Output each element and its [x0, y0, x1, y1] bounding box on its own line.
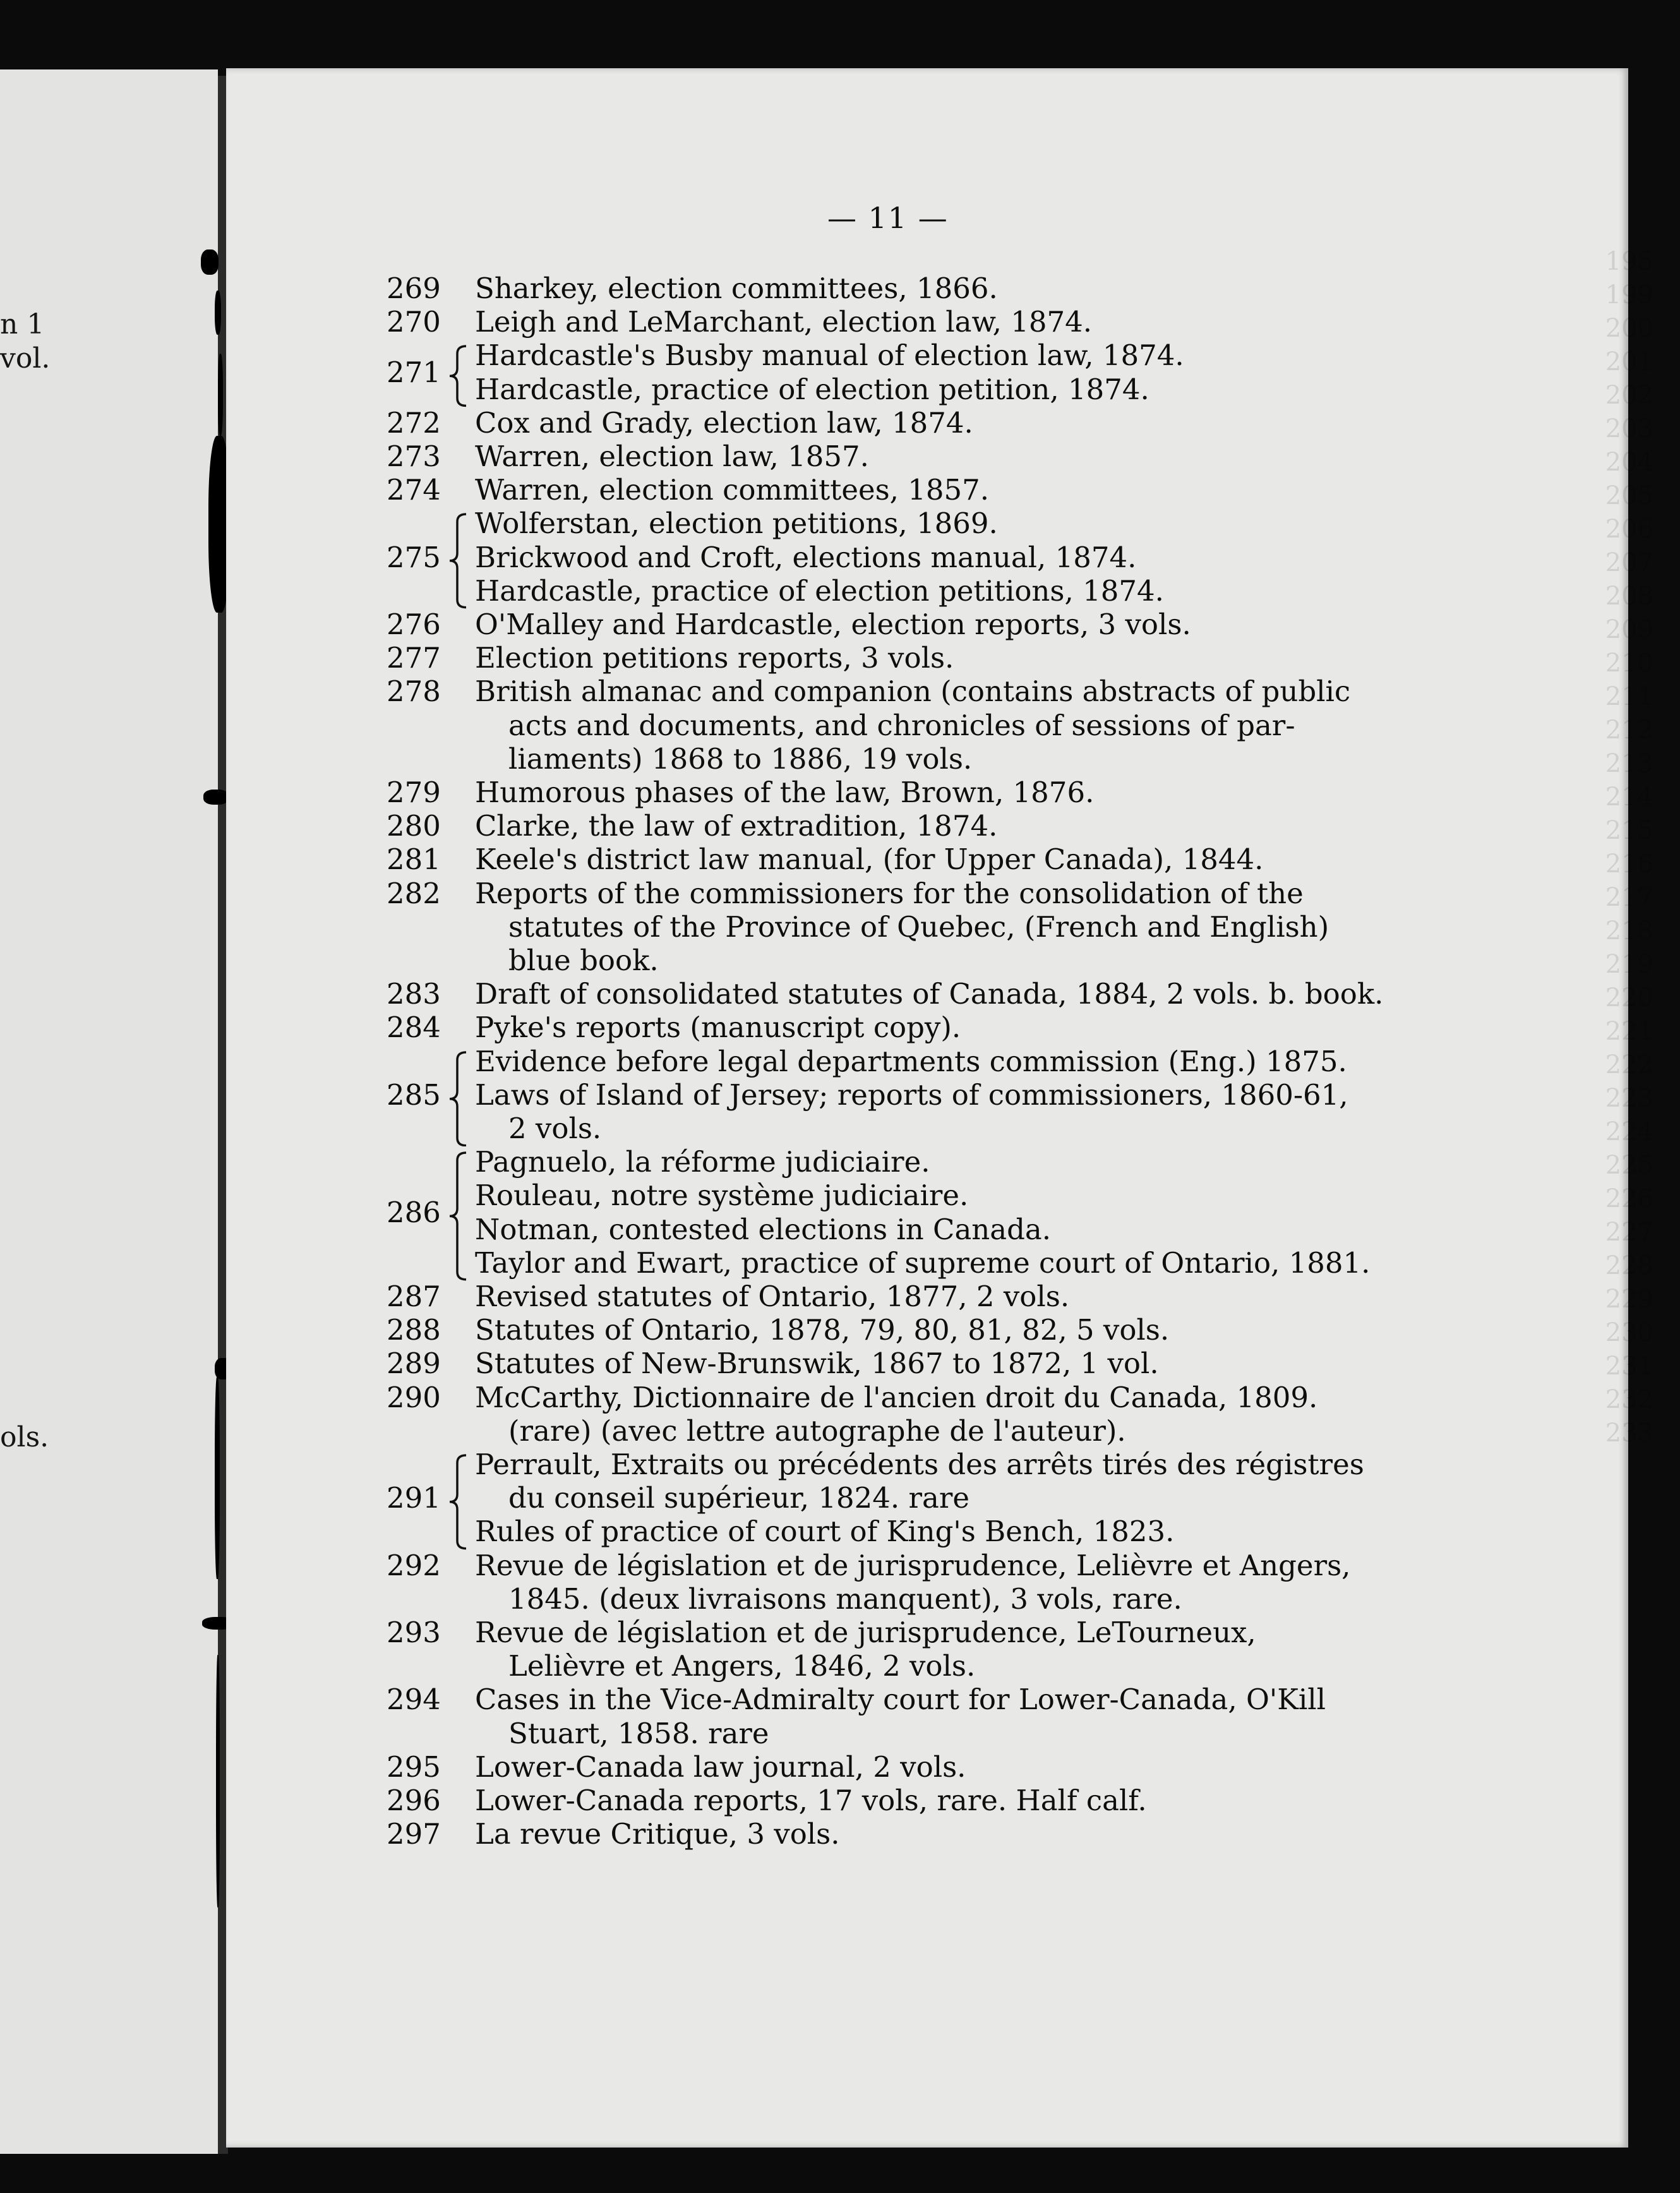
entry-number: 288	[387, 1313, 441, 1347]
entry-number: 270	[387, 305, 441, 339]
entry-number: 271	[387, 356, 441, 389]
left-page-fragment: ols.	[0, 1421, 49, 1453]
ghost-number: 220	[1605, 983, 1653, 1012]
entry-line: O'Malley and Hardcastle, election reports, 3 vols.	[475, 608, 1191, 641]
entry-line: Hardcastle's Busby manual of election law, 1874.	[475, 339, 1184, 373]
ghost-number: 223	[1605, 1084, 1653, 1113]
entry-number: 290	[387, 1380, 441, 1414]
binding-mark	[201, 249, 219, 275]
entry-line: Perrault, Extraits ou précédents des arrêts tirés des régistres	[475, 1448, 1364, 1481]
ghost-number: 218	[1605, 916, 1653, 946]
ghost-number: 215	[1605, 816, 1653, 845]
entry-line: Warren, election law, 1857.	[475, 440, 869, 473]
ghost-number: 225	[1605, 1151, 1653, 1180]
ghost-number: 205	[1605, 481, 1653, 510]
entry-line: du conseil supérieur, 1824. rare	[508, 1481, 969, 1515]
ghost-number: 224	[1605, 1117, 1653, 1146]
entry-line: Brickwood and Croft, elections manual, 1874.	[475, 540, 1137, 574]
left-page-edge	[0, 69, 218, 2154]
entry-line: Cases in the Vice-Admiralty court for Lower-Canada, O'Kill	[475, 1683, 1326, 1717]
entry-line: Revised statutes of Ontario, 1877, 2 vols.	[475, 1280, 1070, 1313]
entry-line: Stuart, 1858. rare	[508, 1716, 769, 1750]
entry-line: Rouleau, notre système judiciaire.	[475, 1179, 969, 1213]
entry-number: 291	[387, 1481, 441, 1515]
ghost-number: 232	[1605, 1385, 1653, 1414]
ghost-number: 214	[1605, 783, 1653, 812]
left-page-fragment: n 1	[0, 308, 45, 340]
entry-line: (rare) (avec lettre autographe de l'auteur).	[508, 1414, 1126, 1448]
entry-number: 289	[387, 1347, 441, 1381]
entry-line: Lelièvre et Angers, 1846, 2 vols.	[508, 1649, 976, 1683]
binding-mark	[218, 354, 223, 436]
ghost-number: 229	[1605, 1285, 1653, 1314]
entry-line: Draft of consolidated statutes of Canada, 1884, 2 vols. b. book.	[475, 977, 1384, 1011]
group-brace	[447, 1151, 470, 1281]
ghost-number: 204	[1605, 448, 1653, 477]
bleed-through-numbers	[1350, 245, 1653, 1919]
left-page-fragment: vol.	[0, 342, 51, 375]
entry-line: Hardcastle, practice of election petition, 1874.	[475, 372, 1149, 406]
entry-line: Lower-Canada law journal, 2 vols.	[475, 1750, 966, 1784]
entry-number: 293	[387, 1616, 441, 1649]
group-brace	[447, 1454, 470, 1550]
entry-line: acts and documents, and chronicles of sessions of par-	[508, 708, 1295, 742]
ghost-number: 199	[1605, 280, 1653, 309]
entry-line: Pyke's reports (manuscript copy).	[475, 1011, 961, 1045]
page-number: — 11 —	[827, 201, 949, 235]
ghost-number: 210	[1605, 649, 1653, 678]
entry-number: 269	[387, 272, 441, 305]
entry-number: 281	[387, 843, 441, 877]
entry-number: 280	[387, 809, 441, 843]
ghost-number: 227	[1605, 1218, 1653, 1247]
entry-number: 275	[387, 540, 441, 574]
entry-number: 283	[387, 977, 441, 1011]
entry-number: 272	[387, 406, 441, 440]
entry-line: McCarthy, Dictionnaire de l'ancien droit du Canada, 1809.	[475, 1380, 1318, 1414]
ghost-number: 202	[1605, 381, 1653, 410]
entry-line: Lower-Canada reports, 17 vols, rare. Half calf.	[475, 1784, 1147, 1817]
entry-line: blue book.	[508, 944, 659, 977]
entry-number: 286	[387, 1196, 441, 1229]
ghost-number: 195	[1605, 247, 1653, 276]
entry-line: Cox and Grady, election law, 1874.	[475, 406, 973, 440]
entry-line: Wolferstan, election petitions, 1869.	[475, 507, 998, 541]
binding-mark	[203, 790, 229, 805]
entry-line: statutes of the Province of Quebec, (French and English)	[508, 910, 1329, 944]
ghost-number: 216	[1605, 850, 1653, 879]
entry-number: 296	[387, 1784, 441, 1817]
ghost-number: 203	[1605, 414, 1653, 443]
entry-line: Laws of Island of Jersey; reports of commissioners, 1860-61,	[475, 1078, 1348, 1112]
ghost-number: 226	[1605, 1184, 1653, 1213]
ghost-number: 219	[1605, 950, 1653, 979]
ghost-number: 201	[1605, 347, 1653, 376]
group-brace	[447, 513, 470, 609]
entry-line: Revue de législation et de jurisprudence, LeTourneux,	[475, 1616, 1256, 1649]
entry-line: 1845. (deux livraisons manquent), 3 vols, rare.	[508, 1582, 1182, 1616]
binding-mark	[215, 1377, 220, 1579]
entry-line: Taylor and Ewart, practice of supreme court of Ontario, 1881.	[475, 1246, 1371, 1280]
ghost-number: 217	[1605, 883, 1653, 912]
entry-line: Statutes of Ontario, 1878, 79, 80, 81, 82, 5 vols.	[475, 1313, 1170, 1347]
entry-number: 282	[387, 876, 441, 910]
binding-mark	[216, 1655, 220, 1908]
entry-number: 284	[387, 1011, 441, 1045]
ghost-number: 231	[1605, 1352, 1653, 1381]
ghost-number: 206	[1605, 515, 1653, 544]
ghost-number: 230	[1605, 1318, 1653, 1347]
entry-line: Rules of practice of court of King's Bench, 1823.	[475, 1515, 1175, 1549]
binding-mark	[215, 291, 221, 335]
group-brace	[447, 1051, 470, 1147]
ghost-number: 207	[1605, 548, 1653, 577]
entry-line: Clarke, the law of extradition, 1874.	[475, 809, 998, 843]
entry-number: 292	[387, 1548, 441, 1582]
entry-number: 297	[387, 1817, 441, 1851]
ghost-number: 228	[1605, 1251, 1653, 1280]
ghost-number: 208	[1605, 582, 1653, 611]
ghost-number: 213	[1605, 749, 1653, 778]
entry-line: Humorous phases of the law, Brown, 1876.	[475, 776, 1095, 809]
ghost-number: 211	[1605, 682, 1653, 711]
ghost-number: 221	[1605, 1017, 1653, 1046]
entry-number: 274	[387, 473, 441, 507]
entry-line: Notman, contested elections in Canada.	[475, 1212, 1052, 1246]
entry-number: 273	[387, 440, 441, 473]
entry-line: Leigh and LeMarchant, election law, 1874.	[475, 305, 1093, 339]
entry-number: 285	[387, 1078, 441, 1112]
ghost-number: 212	[1605, 716, 1653, 745]
entry-line: Sharkey, election committees, 1866.	[475, 272, 998, 305]
entry-line: Keele's district law manual, (for Upper Canada), 1844.	[475, 843, 1264, 877]
ghost-number: 209	[1605, 615, 1653, 644]
entry-number: 278	[387, 675, 441, 709]
entry-line: Hardcastle, practice of election petitions, 1874.	[475, 574, 1164, 608]
entry-line: Election petitions reports, 3 vols.	[475, 641, 954, 675]
entry-number: 277	[387, 641, 441, 675]
entry-number: 295	[387, 1750, 441, 1784]
entry-line: 2 vols.	[508, 1112, 602, 1145]
entry-number: 287	[387, 1280, 441, 1313]
entry-line: Pagnuelo, la réforme judiciaire.	[475, 1145, 930, 1179]
entry-line: Evidence before legal departments commission (Eng.) 1875.	[475, 1044, 1347, 1078]
entry-number: 279	[387, 776, 441, 809]
ghost-number: 200	[1605, 314, 1653, 343]
entry-number: 276	[387, 608, 441, 641]
entry-line: Statutes of New-Brunswik, 1867 to 1872, 1 vol.	[475, 1347, 1159, 1381]
entry-line: British almanac and companion (contains abstracts of public	[475, 675, 1351, 709]
entry-line: La revue Critique, 3 vols.	[475, 1817, 840, 1851]
entry-line: Warren, election committees, 1857.	[475, 473, 990, 507]
entry-line: Revue de législation et de jurisprudence, Lelièvre et Angers,	[475, 1548, 1351, 1582]
entry-line: Reports of the commissioners for the consolidation of the	[475, 876, 1304, 910]
entry-number: 294	[387, 1683, 441, 1717]
entry-line: liaments) 1868 to 1886, 19 vols.	[508, 742, 973, 776]
ghost-number: 233	[1605, 1419, 1653, 1448]
ghost-number: 222	[1605, 1050, 1653, 1079]
group-brace	[447, 345, 470, 407]
